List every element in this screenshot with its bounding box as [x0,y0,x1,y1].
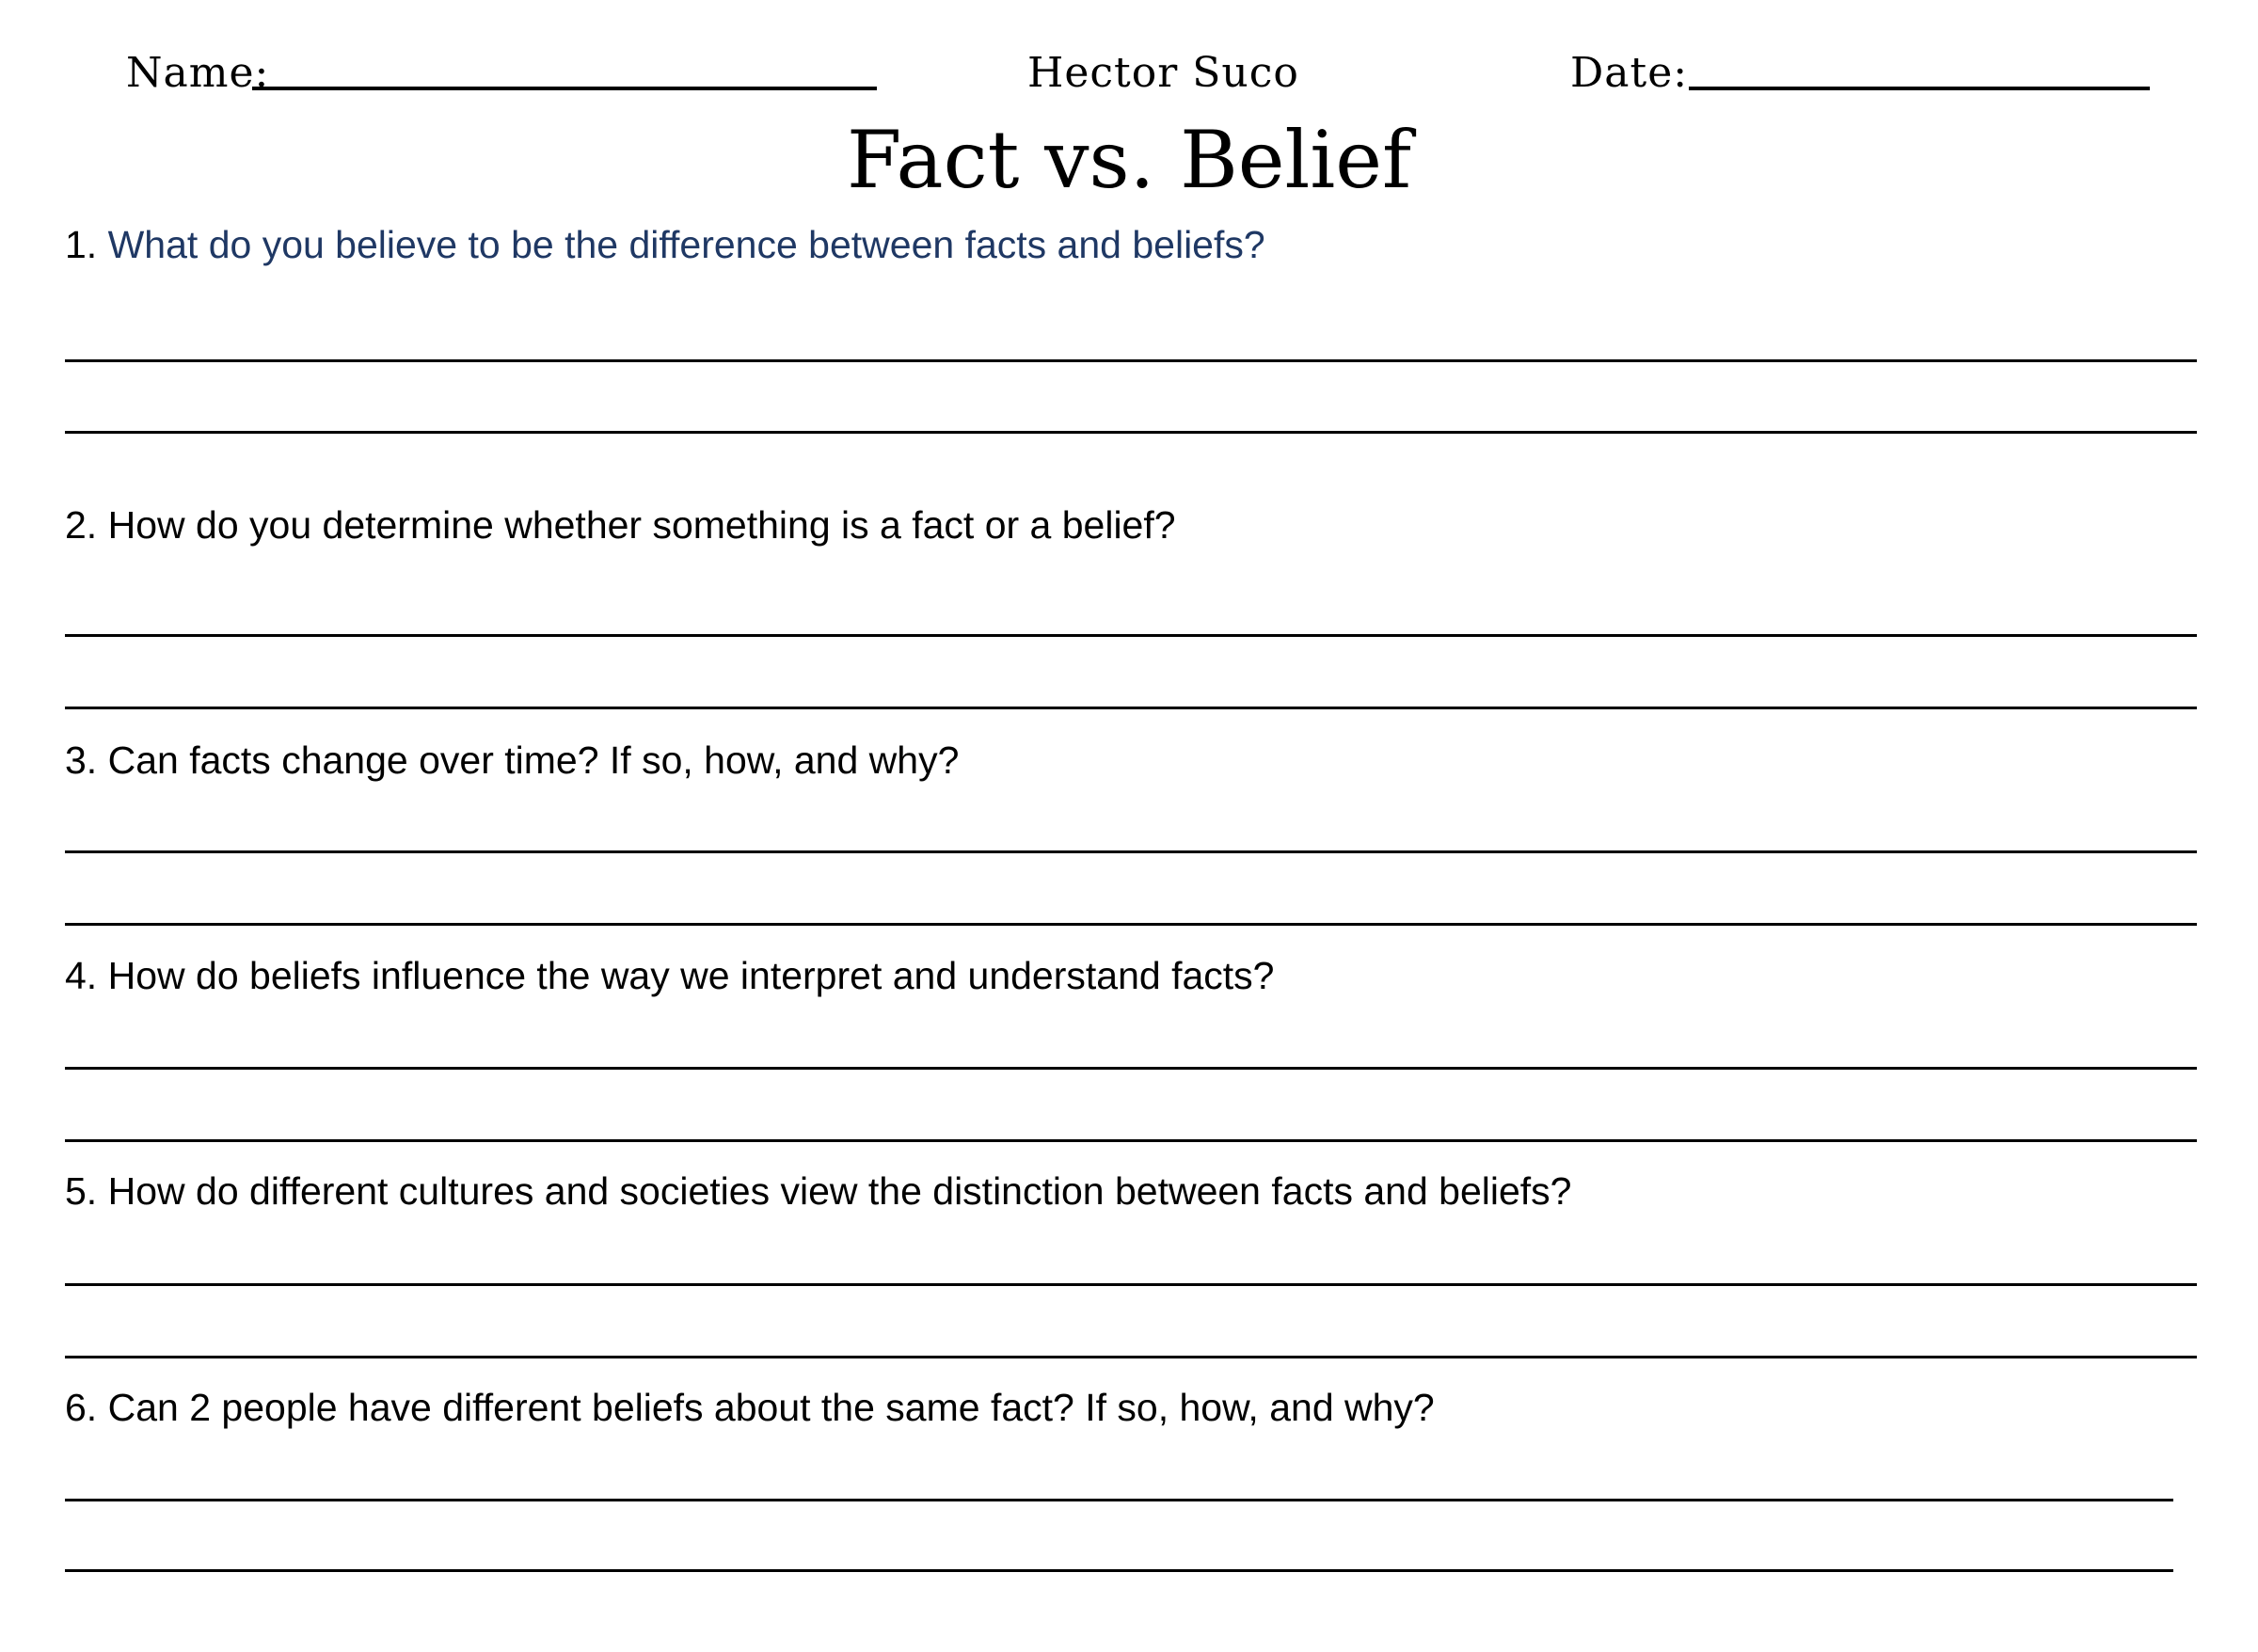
question-number: 1. [65,223,98,266]
date-label: Date: [1570,49,1689,97]
answer-line-6a[interactable] [65,1499,2173,1501]
question-number: 6. [65,1386,98,1429]
question-text: How do you determine whether something is a fact or a belief? [107,503,1176,547]
name-label: Name: [126,49,270,97]
answer-line-4a[interactable] [65,1067,2197,1070]
answer-line-3b[interactable] [65,923,2197,926]
question-number: 5. [65,1169,98,1213]
answer-line-3a[interactable] [65,850,2197,853]
question-number: 2. [65,503,98,547]
question-text: How do beliefs influence the way we interpret and understand facts? [107,954,1275,997]
answer-line-1a[interactable] [65,359,2197,362]
page-title: Fact vs. Belief [846,114,1412,206]
question-4 [65,951,1274,1000]
name-blank-line[interactable] [252,87,877,90]
question-text: Can facts change over time? If so, how, and why? [107,739,960,782]
question-text: What do you believe to be the difference between facts and beliefs? [107,223,1265,266]
answer-line-2b[interactable] [65,707,2197,709]
question-number: 4. [65,954,98,997]
answer-line-5a[interactable] [65,1283,2197,1286]
answer-line-6b[interactable] [65,1569,2173,1572]
question-number: 3. [65,739,98,782]
question-1 [65,220,1265,269]
question-5 [65,1167,1571,1215]
teacher-name: Hector Suco [1027,49,1299,97]
answer-line-5b[interactable] [65,1356,2197,1358]
date-blank-line[interactable] [1689,87,2150,90]
question-text: Can 2 people have different beliefs about the same fact? If so, how, and why? [107,1386,1435,1429]
question-text: How do different cultures and societies view the distinction between facts and beliefs? [107,1169,1572,1213]
answer-line-2a[interactable] [65,634,2197,637]
answer-line-1b[interactable] [65,431,2197,434]
question-3 [65,736,959,785]
question-6 [65,1383,1435,1432]
question-2 [65,500,1176,549]
answer-line-4b[interactable] [65,1139,2197,1142]
